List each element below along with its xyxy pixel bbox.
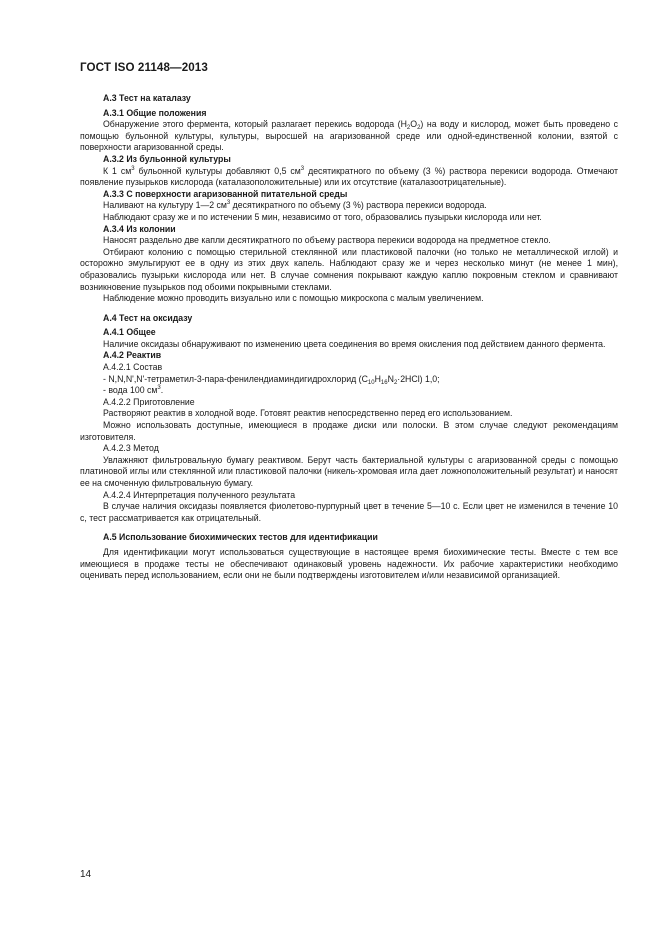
paragraph-a4-2-2a: Растворяют реактив в холодной воде. Готовят реактив непосредственно перед его использованием. xyxy=(103,408,513,419)
paragraph-a3-2: К 1 $см^3$ бульонной культуры добавляют 0,5 $см^3$ десятикратного по объему (3 %) раствора перекиси водорода. Отмечают появление пузырьков кислорода (каталазоположительные) или их отсутствие (каталазоотрицательные). xyxy=(80,165,619,188)
paragraph-a4-2-2b: Можно использовать доступные, имеющиеся в продаже диски или полоски. В этом случае следуют рекомендациям изготовителя. xyxy=(80,420,618,442)
section-title-a4: А.4 Тест на оксидазу xyxy=(103,312,193,323)
paragraph-a4-2-3: Увлажняют фильтровальную бумагу реактивом. Берут часть бактериальной культуры с агаризованной среды с помощью платиновой иглы или стеклянной или пластиковой палочки (никель-хромовая игла дает ложноположительный результат) и наносят ее на смоченную фильтровальную бумагу. xyxy=(80,454,618,488)
paragraph-a4-2-4: В случае наличия оксидазы появляется фиолетово-пурпурный цвет в течение 5—10 с. Если цвет не изменился в течение 10 с, тест рассматривается как отрицательный. xyxy=(80,501,618,523)
subsection-title-a3-4: А.3.4 Из колонии xyxy=(103,223,176,234)
paragraph-a3-4c: Наблюдение можно проводить визуально или с помощью микроскопа с малым увеличением. xyxy=(103,293,484,304)
subsection-title-a4-2-2: А.4.2.2 Приготовление xyxy=(103,396,195,407)
subsection-title-a3-2: А.3.2 Из бульонной культуры xyxy=(103,153,231,164)
subsection-title-a4-1: А.4.1 Общее xyxy=(103,327,156,338)
subsection-title-a4-2-1: А.4.2.1 Состав xyxy=(103,362,163,373)
subsection-title-a4-2: А.4.2 Реактив xyxy=(103,350,162,361)
list-item-water: - вода 100 $см^3$. xyxy=(103,385,164,396)
section-title-a3: А.3 Тест на каталазу xyxy=(103,93,191,103)
subsection-title-a3-3: А.3.3 С поверхности агаризованной питательной среды xyxy=(103,188,348,199)
paragraph-a3-4a: Наносят раздельно две капли десятикратного по объему раствора перекиси водорода на предметное стекло. xyxy=(103,235,551,246)
subsection-title-a3-1: А.3.1 Общие положения xyxy=(103,107,207,118)
page-number: 14 xyxy=(80,869,92,880)
paragraph-a3-3b: Наблюдают сразу же и по истечении 5 мин, независимо от того, образовались пузырьки кислорода или нет. xyxy=(103,211,542,222)
subsection-title-a4-2-4: А.4.2.4 Интерпретация полученного результата xyxy=(103,489,296,500)
section-title-a5: А.5 Использование биохимических тестов для идентификации xyxy=(103,532,378,543)
paragraph-a3-3a: Наливают на культуру 1—2 $см^3$ десятикратного по объему (3 %) раствора перекиси водорода. xyxy=(103,200,487,211)
paragraph-a5: Для идентификации могут использоваться существующие в настоящее время биохимические тесты. Вместе с тем все имеющиеся в продаже тесты не обеспечивают одинаковый уровень надежности. Их рабочие характеристики необходимо оценивать перед использованием, если они не были подтверждены изготовителем и/или независимой организацией. xyxy=(80,546,618,581)
paragraph-a4-1: Наличие оксидазы обнаруживают по изменению цвета соединения во время окисления под действием данного фермента. xyxy=(103,338,606,349)
document-header: ГОСТ ISO 21148—2013 xyxy=(80,61,208,74)
paragraph-a3-1: Обнаружение этого фермента, который разлагает перекись водорода $(H_2O_2)$ на воду и кислород, может быть проведено с помощью бульонной культуры, культуры, выросшей на агаризованной среде или одной-единственной колонии, взятой с поверхности агаризованной среды. xyxy=(80,119,618,153)
list-item-reagent: - N,N,N',N'-тетраметил-3-пара-фенилендиаминдигидрохлорид $(C_{10}H_{16}N_2\cdot 2HCl)$ 1,0; xyxy=(103,373,440,386)
document-body xyxy=(80,93,618,582)
subsection-title-a4-2-3: А.4.2.3 Метод xyxy=(103,443,159,454)
paragraph-a3-4b: Отбирают колонию с помощью стерильной стеклянной или пластиковой палочки (но только не металлической иглой) и осторожно эмульгируют ее в одну из этих двух капель. Наблюдают сразу же и через несколько минут (не менее 1 мин), образовались пузырьки кислорода или нет. В случае сомнения покрывают каждую каплю покровным стеклом и сравнивают возникновение пузырьков под обоими покрывными стеклами. xyxy=(80,246,618,292)
